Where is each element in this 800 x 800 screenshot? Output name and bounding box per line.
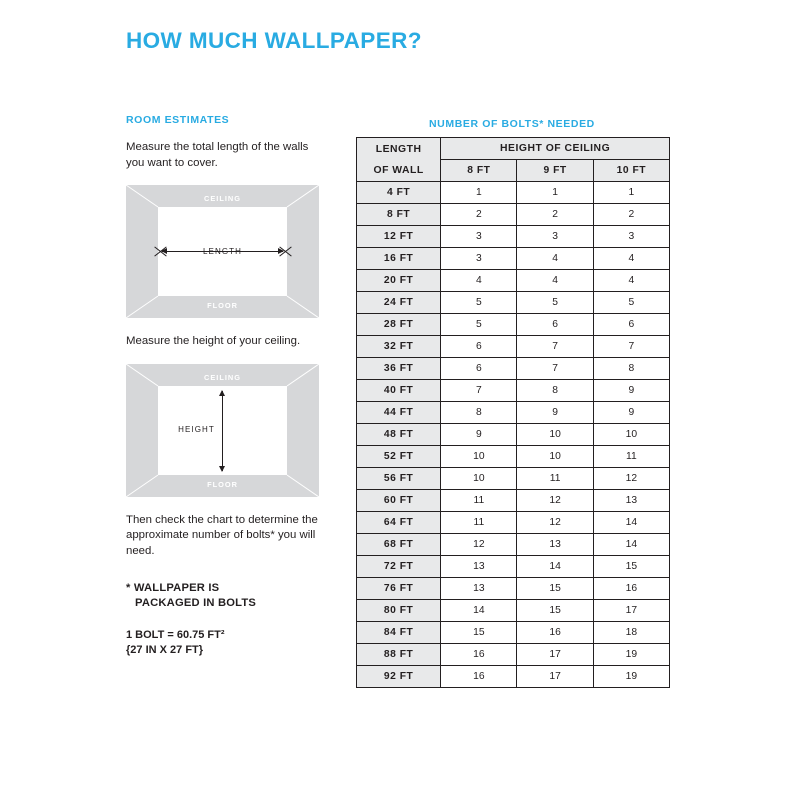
row-label-length: 72 FT	[357, 556, 441, 578]
step-2-text: Measure the height of your ceiling.	[126, 335, 301, 347]
table-row	[357, 270, 670, 292]
bolt-count-8ft: 1	[441, 182, 517, 204]
bolt-count-9ft: 7	[517, 336, 593, 358]
bolt-count-9ft: 10	[517, 446, 593, 468]
bolt-count-8ft: 11	[441, 490, 517, 512]
corner-header-line-1: LENGTH	[375, 143, 422, 155]
bolt-count-8ft: 8	[441, 402, 517, 424]
bolt-count-8ft: 3	[441, 248, 517, 270]
bolt-count-9ft: 7	[517, 358, 593, 380]
bolt-count-10ft: 7	[593, 336, 669, 358]
bolt-count-10ft: 11	[593, 446, 669, 468]
table-row	[357, 578, 670, 600]
row-label-length: 4 FT	[357, 182, 441, 204]
table-row	[357, 314, 670, 336]
bolt-count-10ft: 4	[593, 248, 669, 270]
bolt-count-8ft: 16	[441, 666, 517, 688]
row-label-length: 28 FT	[357, 314, 441, 336]
table-row	[357, 204, 670, 226]
row-label-length: 60 FT	[357, 490, 441, 512]
bolt-count-9ft: 4	[517, 248, 593, 270]
table-row	[357, 402, 670, 424]
conversion-line-2: {27 IN X 27 FT}	[126, 643, 204, 656]
corner-x-mark-right	[278, 244, 293, 259]
bolts-needed-table	[356, 137, 670, 688]
footnote-line-2: PACKAGED IN BOLTS	[135, 597, 257, 609]
table-row	[357, 490, 670, 512]
table-row	[357, 424, 670, 446]
ceiling-band-label: CEILING	[204, 372, 241, 382]
bolt-count-8ft: 4	[441, 270, 517, 292]
room-estimates-column	[126, 114, 326, 657]
bolt-count-9ft: 15	[517, 600, 593, 622]
bolt-count-10ft: 14	[593, 534, 669, 556]
bolt-count-10ft: 15	[593, 556, 669, 578]
step-3-text: Then check the chart to determine the approximate number of bolts* you will need.	[126, 513, 318, 557]
table-row	[357, 336, 670, 358]
bolt-count-9ft: 5	[517, 292, 593, 314]
corner-header-line-2: OF WALL	[373, 164, 424, 176]
bolt-count-10ft: 5	[593, 292, 669, 314]
row-label-length: 12 FT	[357, 226, 441, 248]
bolt-count-9ft: 2	[517, 204, 593, 226]
table-row	[357, 380, 670, 402]
row-label-length: 92 FT	[357, 666, 441, 688]
bolt-count-8ft: 16	[441, 644, 517, 666]
column-header-8ft: 8 FT	[441, 160, 517, 182]
bolt-count-9ft: 17	[517, 666, 593, 688]
bolt-count-10ft: 4	[593, 270, 669, 292]
table-row	[357, 556, 670, 578]
row-label-length: 40 FT	[357, 380, 441, 402]
column-header-9ft: 9 FT	[517, 160, 593, 182]
bolt-count-10ft: 6	[593, 314, 669, 336]
bolt-count-10ft: 1	[593, 182, 669, 204]
bolt-count-10ft: 8	[593, 358, 669, 380]
bolt-count-10ft: 9	[593, 402, 669, 424]
bolt-count-10ft: 18	[593, 622, 669, 644]
bolt-count-8ft: 10	[441, 446, 517, 468]
bolt-count-9ft: 4	[517, 270, 593, 292]
row-label-length: 88 FT	[357, 644, 441, 666]
bolt-count-8ft: 7	[441, 380, 517, 402]
page-title: HOW MUCH WALLPAPER?	[126, 28, 422, 53]
bolt-count-9ft: 10	[517, 424, 593, 446]
table-row	[357, 622, 670, 644]
row-label-length: 52 FT	[357, 446, 441, 468]
ceiling-band-label: CEILING	[204, 194, 241, 203]
height-measure-label: HEIGHT	[178, 424, 215, 434]
row-label-length: 56 FT	[357, 468, 441, 490]
bolt-count-9ft: 3	[517, 226, 593, 248]
table-row	[357, 512, 670, 534]
bolt-count-9ft: 6	[517, 314, 593, 336]
row-label-length: 76 FT	[357, 578, 441, 600]
table-header-row-1	[357, 138, 670, 160]
table-row	[357, 248, 670, 270]
row-label-length: 24 FT	[357, 292, 441, 314]
floor-band-label: FLOOR	[207, 301, 238, 310]
room-diagram-height	[126, 364, 319, 497]
table-row	[357, 600, 670, 622]
bolt-count-10ft: 19	[593, 644, 669, 666]
room-diagram-length	[126, 185, 319, 318]
bolt-count-8ft: 5	[441, 292, 517, 314]
row-label-length: 84 FT	[357, 622, 441, 644]
bolt-count-8ft: 15	[441, 622, 517, 644]
bolt-count-10ft: 17	[593, 600, 669, 622]
bolt-count-9ft: 17	[517, 644, 593, 666]
footnote-line-1: * WALLPAPER IS	[126, 582, 220, 594]
row-label-length: 80 FT	[357, 600, 441, 622]
bolt-count-10ft: 3	[593, 226, 669, 248]
bolt-count-8ft: 11	[441, 512, 517, 534]
column-header-10ft: 10 FT	[593, 160, 669, 182]
bolt-count-10ft: 10	[593, 424, 669, 446]
row-label-length: 8 FT	[357, 204, 441, 226]
bolt-count-9ft: 1	[517, 182, 593, 204]
floor-band-label: FLOOR	[207, 479, 238, 489]
row-label-length: 20 FT	[357, 270, 441, 292]
footnote-block	[126, 581, 326, 657]
bolt-count-10ft: 14	[593, 512, 669, 534]
bolt-count-8ft: 5	[441, 314, 517, 336]
bolt-count-9ft: 9	[517, 402, 593, 424]
row-label-length: 64 FT	[357, 512, 441, 534]
step-1-text: Measure the total length of the walls you want to cover.	[126, 141, 309, 169]
table-header	[357, 138, 670, 182]
bolt-count-10ft: 19	[593, 666, 669, 688]
table-row	[357, 468, 670, 490]
table-row	[357, 182, 670, 204]
bolt-count-8ft: 2	[441, 204, 517, 226]
bolt-count-10ft: 16	[593, 578, 669, 600]
table-row	[357, 644, 670, 666]
table-row	[357, 534, 670, 556]
bolt-count-8ft: 9	[441, 424, 517, 446]
bolt-count-10ft: 9	[593, 380, 669, 402]
table-row	[357, 666, 670, 688]
bolt-count-9ft: 8	[517, 380, 593, 402]
length-measure-label: LENGTH	[202, 247, 243, 256]
section-heading-room-estimates: ROOM ESTIMATES	[126, 114, 230, 126]
bolt-count-9ft: 13	[517, 534, 593, 556]
bolt-count-8ft: 10	[441, 468, 517, 490]
row-label-length: 16 FT	[357, 248, 441, 270]
conversion-line-1: 1 BOLT = 60.75 FT²	[126, 629, 225, 641]
row-label-length: 36 FT	[357, 358, 441, 380]
table-caption: NUMBER OF BOLTS* NEEDED	[429, 118, 595, 130]
bolt-count-9ft: 16	[517, 622, 593, 644]
row-label-length: 68 FT	[357, 534, 441, 556]
bolt-count-8ft: 13	[441, 578, 517, 600]
table-row	[357, 446, 670, 468]
table-body	[357, 182, 670, 688]
bolt-count-8ft: 14	[441, 600, 517, 622]
corner-x-mark-left	[153, 244, 168, 259]
bolt-count-9ft: 12	[517, 512, 593, 534]
row-label-length: 44 FT	[357, 402, 441, 424]
corner-header	[357, 138, 441, 182]
bolt-count-8ft: 6	[441, 336, 517, 358]
bolt-count-8ft: 6	[441, 358, 517, 380]
bolt-count-8ft: 12	[441, 534, 517, 556]
row-label-length: 48 FT	[357, 424, 441, 446]
bolt-count-10ft: 13	[593, 490, 669, 512]
table-row	[357, 292, 670, 314]
bolt-count-10ft: 12	[593, 468, 669, 490]
bolt-count-9ft: 11	[517, 468, 593, 490]
bolt-count-9ft: 14	[517, 556, 593, 578]
row-label-length: 32 FT	[357, 336, 441, 358]
bolt-count-9ft: 15	[517, 578, 593, 600]
bolt-count-8ft: 13	[441, 556, 517, 578]
group-header-height-of-ceiling: HEIGHT OF CEILING	[441, 138, 670, 160]
bolt-count-8ft: 3	[441, 226, 517, 248]
bolt-count-9ft: 12	[517, 490, 593, 512]
table-row	[357, 358, 670, 380]
table-row	[357, 226, 670, 248]
bolt-count-10ft: 2	[593, 204, 669, 226]
